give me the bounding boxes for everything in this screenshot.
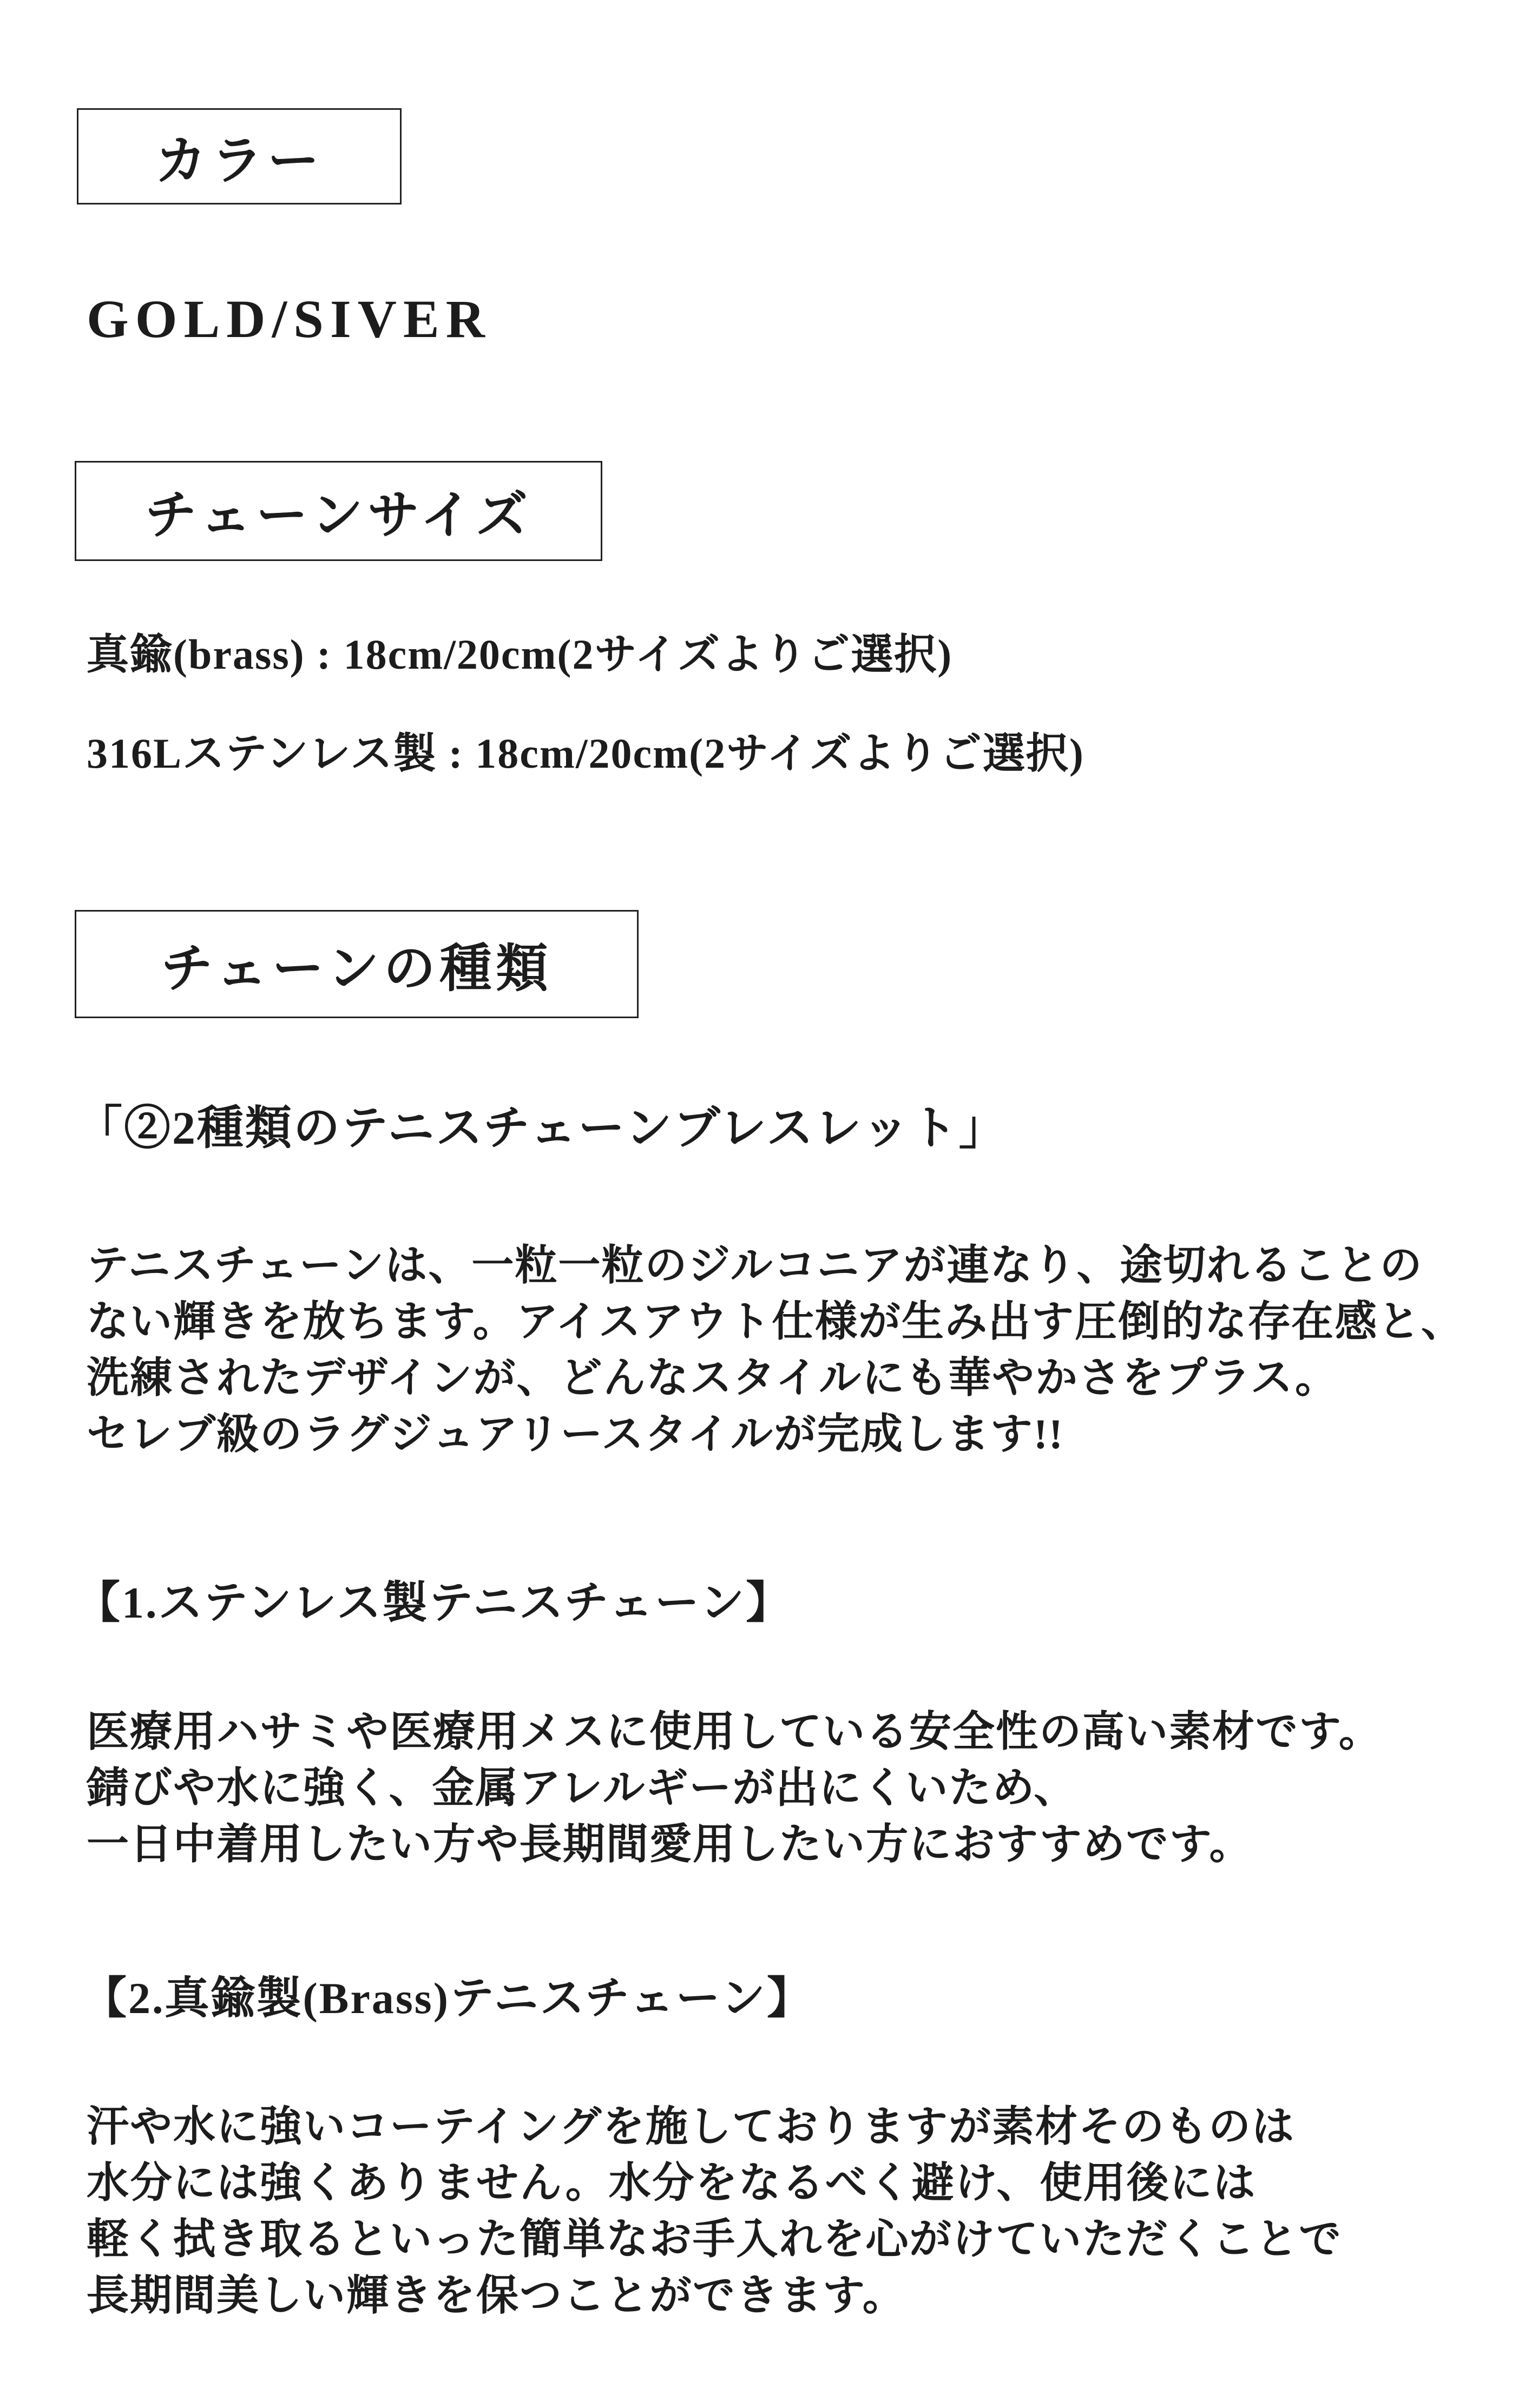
stainless-chain-paragraph: [87, 1704, 1382, 1872]
stainless-line: 一日中着用したい方や長期間愛用したい方におすすめです。: [87, 1820, 1253, 1868]
intro-line: 洗練されたデザインが、どんなスタイルにも華やかさをプラス。: [87, 1354, 1338, 1401]
chain-size-section-label: チェーンサイズ: [144, 486, 533, 544]
brass-line: 汗や水に強いコーテイングを施しておりますが素材そのものは: [87, 2103, 1295, 2150]
stainless-line: 医療用ハサミや医療用メスに使用している安全性の高い素材です。: [87, 1708, 1382, 1755]
color-section-box: [77, 108, 402, 204]
stainless-line: 錆びや水に強く、金属アレルギーが出にくいため、: [87, 1764, 1077, 1811]
brass-chain-heading: 【2.真鍮製(Brass)テニスチェーン】: [82, 1974, 813, 2023]
tennis-chain-quote-heading: 「②2種類のテニスチェーンブレスレット」: [76, 1102, 1007, 1154]
brass-line: 長期間美しい輝きを保つことができます。: [87, 2272, 906, 2319]
brass-chain-paragraph: [87, 2099, 1342, 2324]
brass-size-line: 真鍮(brass) : 18cm/20cm(2サイズよりご選択): [87, 631, 953, 678]
chain-type-section-label: チェーンの種類: [161, 939, 553, 998]
stainless-size-line: 316Lステンレス製 : 18cm/20cm(2サイズよりご選択): [87, 730, 1084, 777]
brass-line: 水分には強くありません。水分をなるべく避け、使用後には: [87, 2159, 1257, 2206]
brass-line: 軽く拭き取るといった簡単なお手入れを心がけていただくことで: [87, 2215, 1343, 2262]
intro-line: セレブ級のラグジュアリースタイルが完成します!!: [87, 1410, 1064, 1457]
intro-line: ない輝きを放ちます。アイスアウト仕様が生み出す圧倒的な存在感と、: [87, 1298, 1464, 1345]
color-section-label: カラー: [155, 131, 324, 190]
chain-type-section-box: [75, 910, 639, 1018]
stainless-chain-heading: 【1.ステンレス製テニスチェーン】: [76, 1578, 792, 1627]
chain-size-section-box: [75, 461, 602, 561]
color-value-text: GOLD/SIVER: [87, 289, 491, 349]
intro-line: テニスチェーンは、一粒一粒のジルコニアが連なり、途切れることの: [87, 1242, 1423, 1289]
tennis-chain-intro-paragraph: [87, 1237, 1464, 1462]
